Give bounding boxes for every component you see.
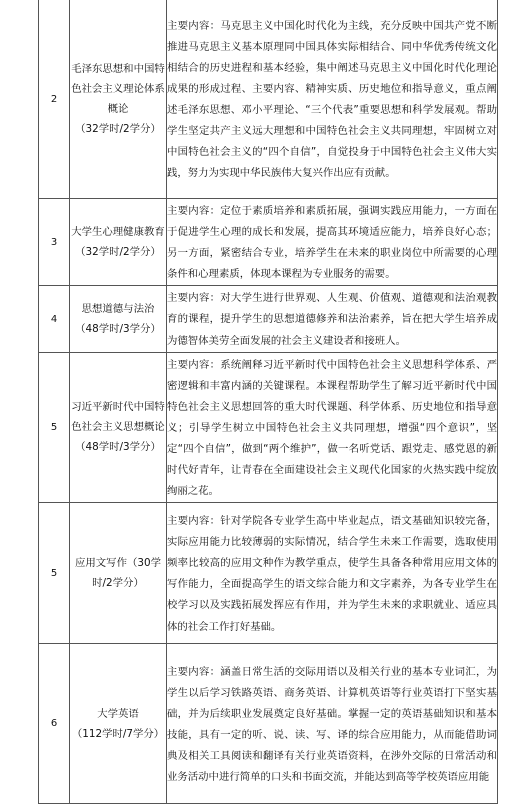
course-description-cell (167, 352, 498, 503)
row-number: 2 (39, 0, 70, 199)
row-number: 5 (39, 503, 70, 644)
row-number: 5 (39, 352, 70, 503)
table-row (39, 503, 498, 644)
row-number: 6 (39, 644, 70, 804)
course-hours: （112学时/7学分） (71, 727, 165, 740)
course-hours: （32学时/2学分） (75, 123, 161, 135)
course-name: 应用文写作（30学时/2学分） (75, 557, 161, 590)
course-table (38, 0, 498, 804)
table-row (39, 0, 498, 199)
course-description-cell (167, 644, 498, 804)
course-description: 主要内容：对大学生进行世界观、人生观、价值观、道德观和法治观教育的课程，提升学生的思想道德修养和法治素养，旨在把大学生培养成为德智体美劳全面发展的社会主义建设者和接班人。 (167, 292, 497, 347)
course-name-cell (70, 503, 167, 644)
course-description-cell (167, 199, 498, 286)
course-description: 主要内容：涵盖日常生活的交际用语以及相关行业的基本专业词汇，为学生以后学习铁路英语、商务英语、计算机英语等行业英语打下坚实基础，并为后续职业发展奠定良好基础。掌握一定的英语基础知识和基本技能，具有一定的听、说、读、写、译的综合应用能力，从而能借助词典及相关工具阅读和翻译有关行业英语资料，在涉外交际的日常活动和业务活动中进行简单的口头和书面交流，并能达到高等学校英语应用能 (167, 665, 497, 783)
course-description-cell (167, 0, 498, 199)
table-row (39, 199, 498, 286)
table-row (39, 352, 498, 503)
course-name: 毛泽东思想和中国特色社会主义理论体系概论 (71, 63, 165, 115)
course-hours: （48学时/3学分） (75, 441, 161, 454)
course-name-cell (70, 644, 167, 804)
course-name-cell (70, 352, 167, 503)
table-row (39, 644, 498, 804)
course-name-cell (70, 199, 167, 286)
course-description-cell (167, 503, 498, 644)
course-name: 大学英语 (97, 707, 139, 720)
course-description-cell (167, 286, 498, 352)
course-description: 主要内容：针对学院各专业学生高中毕业起点，语文基础知识较完备，实际应用能力比较薄弱的实际情况，结合学生未来工作需要，选取使用频率比较高的应用文种作为教学重点，使学生具备各种常用应用文体的写作能力，全面提高学生的语文综合能力和文字素养，为各专业学生在校学习以及实践拓展发挥应有作用，并为学生未来的求职就业、适应具体的社会工作打好基础。 (167, 515, 497, 633)
course-name: 习近平新时代中国特色社会主义思想概论 (71, 401, 165, 434)
course-hours: （32学时/2学分） (75, 246, 161, 259)
course-description: 主要内容：系统阐释习近平新时代中国特色社会主义思想科学体系、严密逻辑和丰富内涵的关键课程。本课程帮助学生了解习近平新时代中国特色社会主义思想回答的重大时代课题、科学体系、历史地位和指导意义；引导学生树立中国特色社会主义共同理想，增强“四个意识”，坚定“四个自信”，做到“两个维护”，做一名听党话、跟党走、感党恩的新时代好青年，让青春在全面建设社会主义现代化国家的火热实践中绽放绚丽之花。 (167, 358, 497, 498)
course-hours: （48学时/3学分） (75, 323, 161, 336)
table-row (39, 286, 498, 352)
course-name-cell (70, 0, 167, 199)
course-name: 思想道德与法治 (81, 303, 155, 316)
row-number: 3 (39, 199, 70, 286)
row-number: 4 (39, 286, 70, 352)
course-description: 主要内容：马克思主义中国化时代化为主线，充分反映中国共产党不断推进马克思主义基本原理同中国具体实际相结合、同中华优秀传统文化相结合的历史进程和基本经验，集中阐述马克思主义中国化时代化理论成果的形成过程、主要内容、精神实质、历史地位和指导意义，重点阐述毛泽东思想、邓小平理论、“三个代表”重要思想和科学发展观。帮助学生坚定共产主义远大理想和中国特色社会主义共同理想，牢固树立对中国特色社会主义的“四个自信”，自觉投身于中国特色社会主义伟大实践，努力为实现中华民族伟大复兴作出应有贡献。 (167, 19, 497, 180)
course-name: 大学生心理健康教育 (71, 226, 165, 239)
course-name-cell (70, 286, 167, 352)
course-description: 主要内容：定位于素质培养和素质拓展，强调实践应用能力，一方面在于促进学生心理的成长和发展，提高其环境适应能力，培养良好心态；另一方面，紧密结合专业，培养学生在未来的职业岗位中所需要的心理条件和心理素质，体现本课程为专业服务的需要。 (167, 205, 497, 281)
